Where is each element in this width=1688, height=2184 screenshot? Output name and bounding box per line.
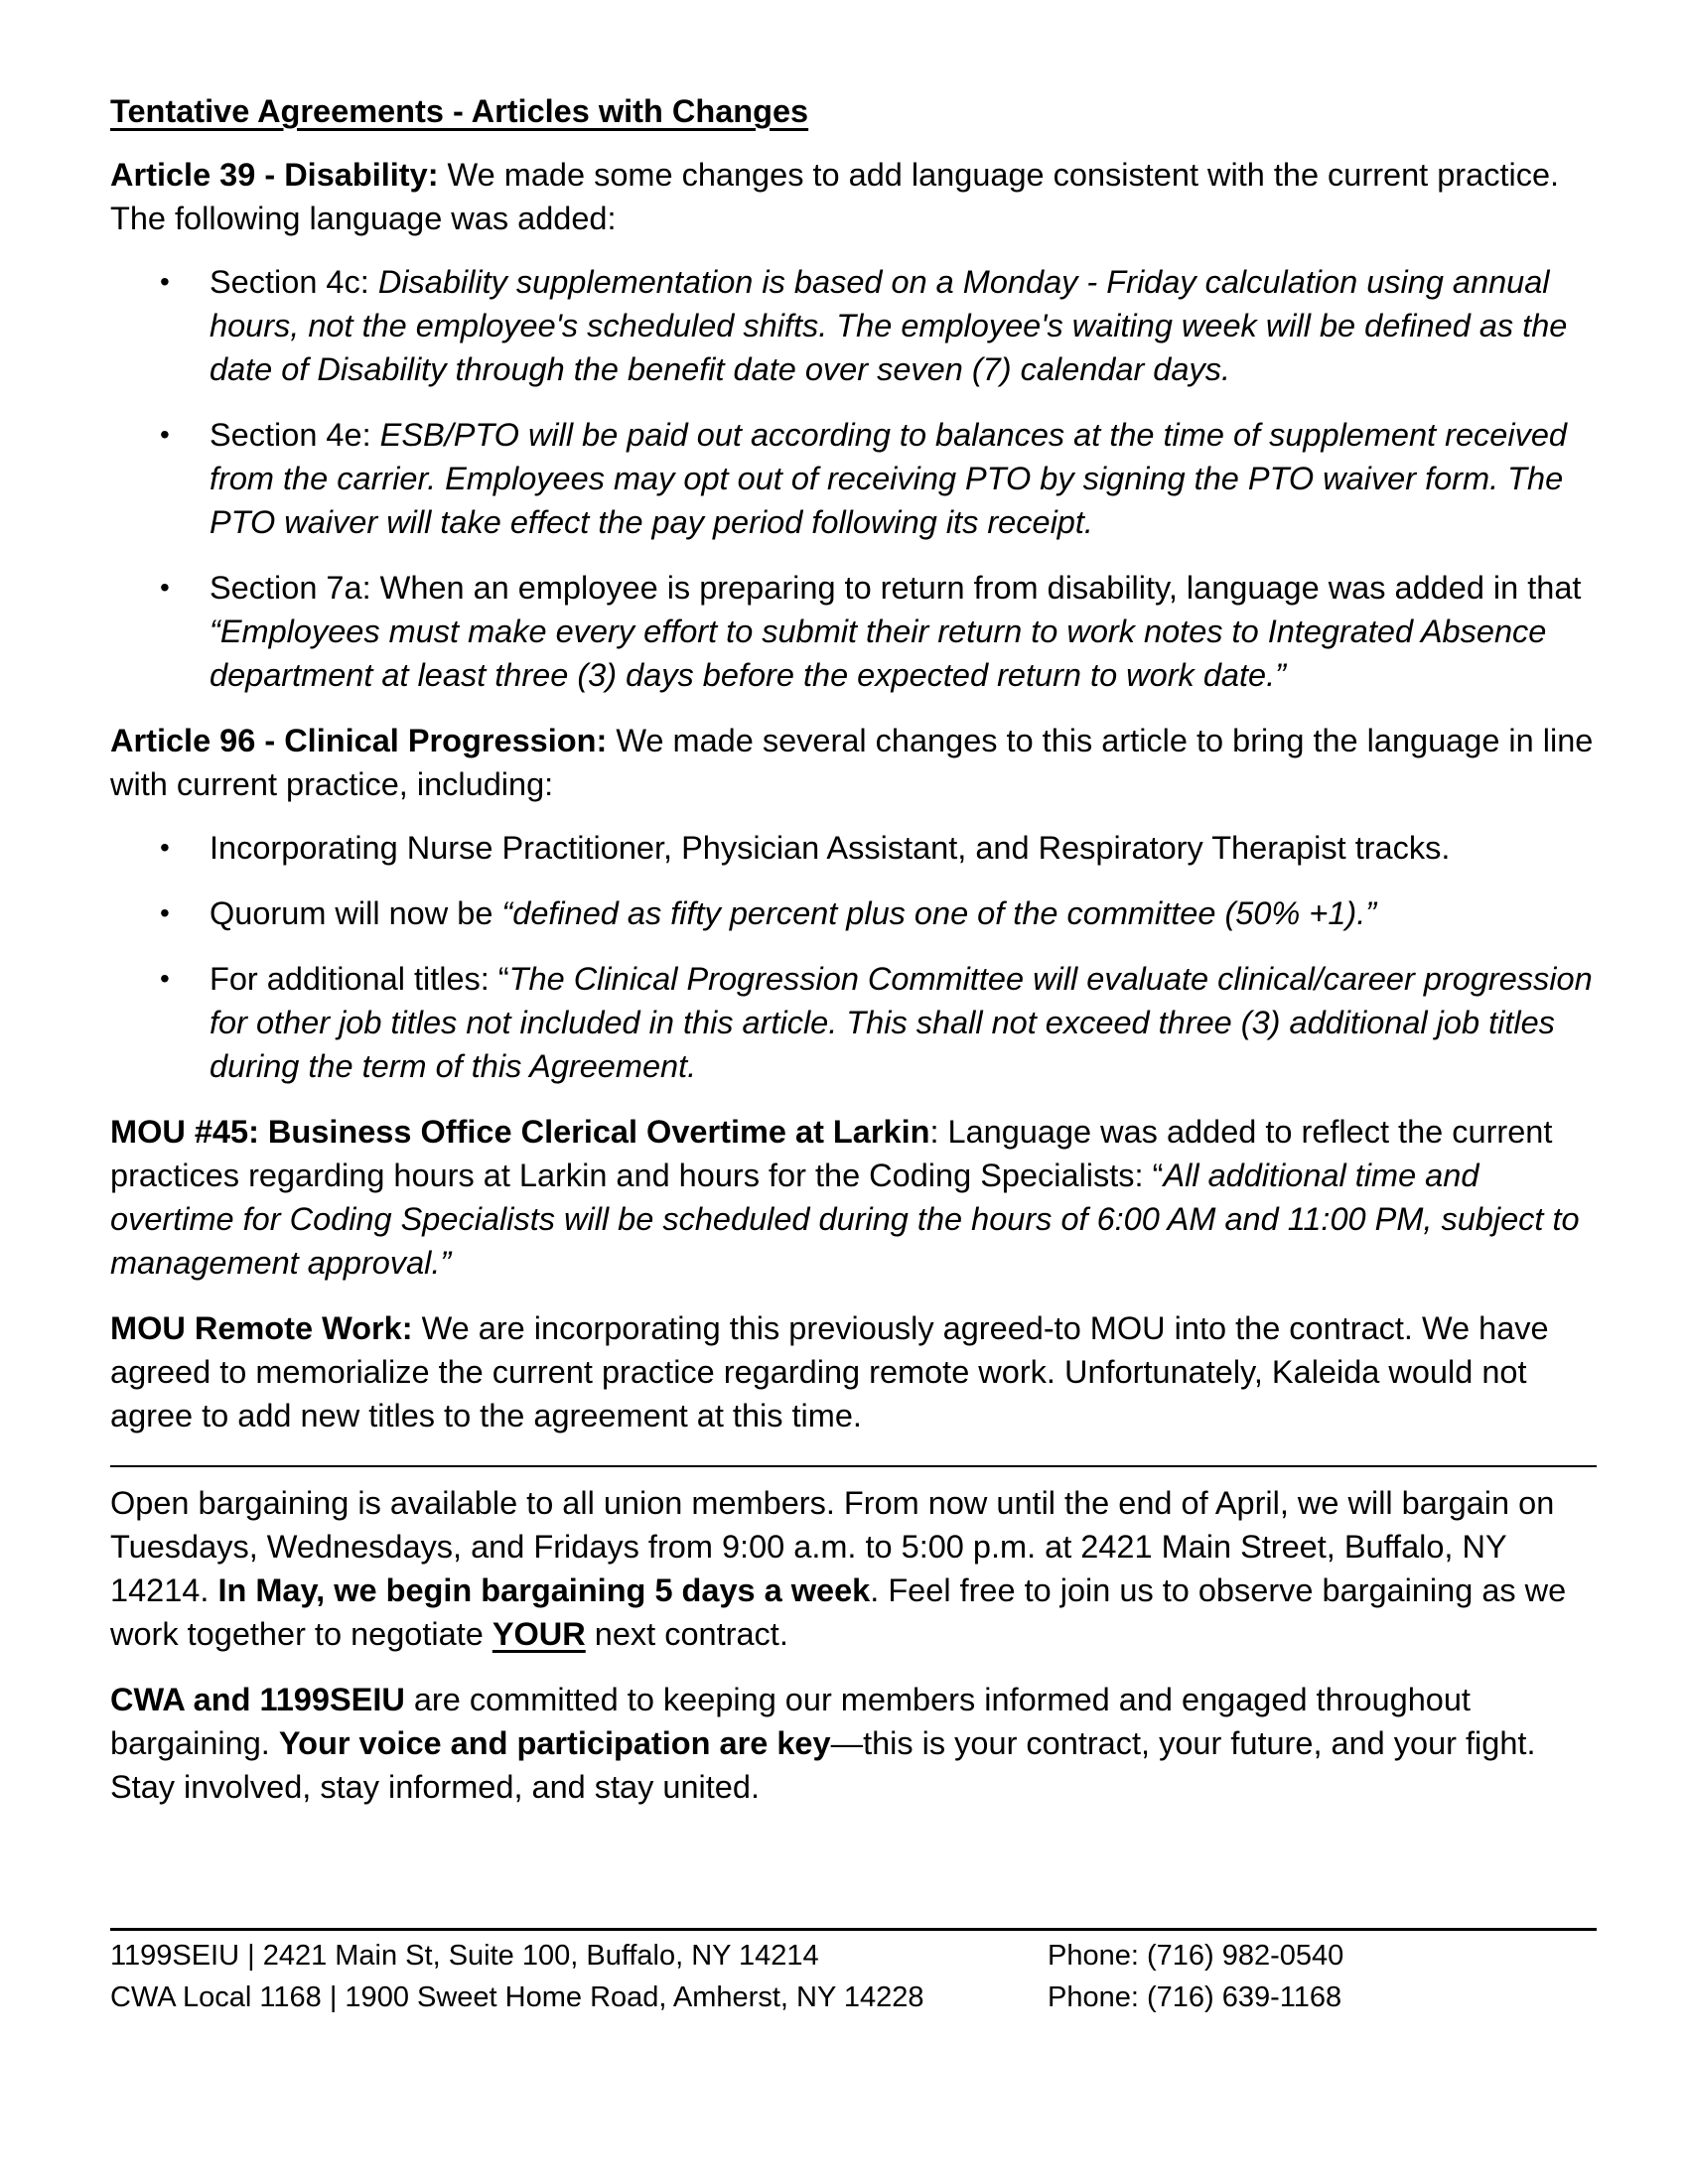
page-title: Tentative Agreements - Articles with Changes (110, 93, 809, 129)
document-body (110, 89, 1597, 1831)
list-item-lead: Quorum will now be (210, 895, 502, 931)
mou-45-quote: All additional time and overtime for Coding Specialists will be scheduled during the hours of 6:00 AM and 11:00 PM, subject to management approval.” (110, 1158, 1580, 1281)
footer-phone: Phone: (716) 639-1168 (1048, 1981, 1342, 2013)
list-item-lead: Incorporating Nurse Practitioner, Physician Assistant, and Respiratory Therapist tracks. (210, 830, 1451, 866)
bargaining-paragraph (110, 1481, 1597, 1656)
footer-address: CWA Local 1168 | 1900 Sweet Home Road, Amherst, NY 14228 (110, 1981, 924, 2013)
closing-unions: CWA and 1199SEIU (110, 1682, 405, 1717)
closing-text: are committed to keeping our members informed and engaged throughout bargaining. (110, 1682, 1471, 1761)
bargaining-text: Open bargaining is available to all union members. From now until the end of April, we will bargain on Tuesdays, Wednesdays, and Fridays from 9:00 a.m. to 5:00 p.m. at 2421 Main Street, Buffalo, NY 14214. (110, 1485, 1555, 1608)
mou-45-paragraph (110, 1110, 1597, 1285)
footer-phone: Phone: (716) 982-0540 (1048, 1940, 1344, 1972)
mou-45-title: MOU #45: Business Office Clerical Overtime at Larkin (110, 1114, 930, 1150)
list-item-lead: Section 4c: (210, 264, 378, 300)
list-item (110, 566, 1597, 697)
mou-remote-title: MOU Remote Work: (110, 1310, 413, 1346)
article-39-paragraph (110, 153, 1597, 240)
section-divider (110, 1465, 1597, 1467)
bargaining-text: next contract. (585, 1616, 788, 1652)
list-item (110, 891, 1597, 935)
footer-address: 1199SEIU | 2421 Main St, Suite 100, Buffalo, NY 14214 (110, 1940, 819, 1972)
footer-row (110, 1935, 1597, 1977)
footer-row (110, 1977, 1597, 2018)
bargaining-emphasis: In May, we begin bargaining 5 days a week (217, 1572, 871, 1608)
article-39-list (110, 260, 1597, 697)
mou-45-intro: : Language was added to reflect the current practices regarding hours at Larkin and hours for the Coding Specialists: “ (110, 1114, 1553, 1193)
list-item-lead: Section 4e: (210, 417, 380, 453)
closing-emphasis: Your voice and participation are key (278, 1725, 831, 1761)
bargaining-text: . Feel free to join us to observe bargaining as we work together to negotiate (110, 1572, 1567, 1652)
article-39-intro: We made some changes to add language consistent with the current practice. The following language was added: (110, 157, 1560, 236)
article-96-intro: We made several changes to this article to bring the language in line with current practice, including: (110, 723, 1594, 802)
list-item-lead: For additional titles: “ (210, 961, 509, 997)
list-item-quote: Disability supplementation is based on a Monday - Friday calculation using annual hours, not the employee's scheduled shifts. The employee's waiting week will be defined as the date of Disability through the benefit date over seven (7) calendar days. (210, 264, 1568, 387)
list-item-quote: “defined as fifty percent plus one of the committee (50% +1).” (501, 895, 1377, 931)
list-item-lead: Section 7a: When an employee is preparing to return from disability, language was added in that (210, 570, 1582, 606)
bargaining-your: YOUR (492, 1616, 586, 1652)
article-96-paragraph (110, 719, 1597, 806)
list-item (110, 826, 1597, 870)
list-item-quote: The Clinical Progression Committee will evaluate clinical/career progression for other job titles not included in this article. This shall not exceed three (3) additional job titles during the term of this Agreement. (210, 961, 1593, 1084)
article-96-list (110, 826, 1597, 1088)
mou-remote-paragraph (110, 1306, 1597, 1437)
article-96-title: Article 96 - Clinical Progression: (110, 723, 608, 758)
list-item (110, 413, 1597, 544)
closing-paragraph (110, 1678, 1597, 1809)
closing-text: —this is your contract, your future, and your fight. Stay involved, stay informed, and stay united. (110, 1725, 1536, 1805)
list-item-quote: ESB/PTO will be paid out according to balances at the time of supplement received from the carrier. Employees may opt out of receiving PTO by signing the PTO waiver form. The PTO waiver will take effect the pay period following its receipt. (210, 417, 1567, 540)
footer (110, 1928, 1597, 2018)
list-item-quote: “Employees must make every effort to submit their return to work notes to Integrated Absence department at least three (3) days before the expected return to work date.” (210, 614, 1547, 693)
list-item (110, 260, 1597, 391)
article-39-title: Article 39 - Disability: (110, 157, 439, 193)
list-item (110, 957, 1597, 1088)
mou-remote-text: We are incorporating this previously agreed-to MOU into the contract. We have agreed to memorialize the current practice regarding remote work. Unfortunately, Kaleida would not agree to add new titles to the agreement at this time. (110, 1310, 1549, 1433)
